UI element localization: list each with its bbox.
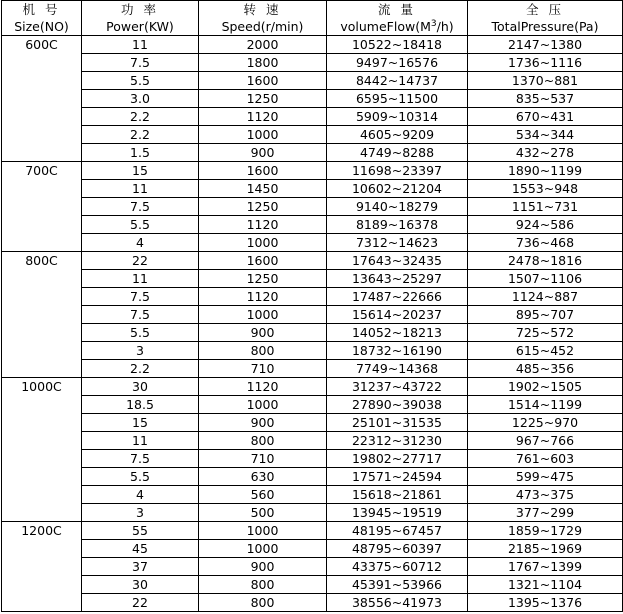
flow-cell: 13945~19519: [327, 504, 468, 522]
pressure-cell: 534~344: [468, 126, 623, 144]
flow-cell: 15618~21861: [327, 486, 468, 504]
speed-cell: 1450: [199, 180, 327, 198]
speed-cell: 900: [199, 414, 327, 432]
table-row: [2, 468, 623, 486]
table-row: [2, 144, 623, 162]
power-cell: 5.5: [82, 468, 199, 486]
header-speed: [199, 1, 327, 36]
flow-cell: 22312~31230: [327, 432, 468, 450]
speed-cell: 900: [199, 144, 327, 162]
pressure-cell: 1507~1106: [468, 270, 623, 288]
table-row: [2, 504, 623, 522]
power-cell: 7.5: [82, 306, 199, 324]
power-cell: 30: [82, 576, 199, 594]
size-cell: 1200C: [2, 522, 82, 612]
pressure-cell: 485~356: [468, 360, 623, 378]
speed-cell: 1000: [199, 306, 327, 324]
table-row: [2, 378, 623, 396]
pressure-cell: 924~586: [468, 216, 623, 234]
flow-cell: 45391~53966: [327, 576, 468, 594]
pressure-cell: 1736~1116: [468, 54, 623, 72]
pressure-cell: 725~572: [468, 324, 623, 342]
pressure-cell: 967~766: [468, 432, 623, 450]
power-cell: 2.2: [82, 108, 199, 126]
pressure-cell: 1124~887: [468, 288, 623, 306]
size-cell: 800C: [2, 252, 82, 378]
flow-cell: 25101~31535: [327, 414, 468, 432]
power-cell: 55: [82, 522, 199, 540]
header-pressure-cn: 全 压: [526, 2, 564, 17]
power-cell: 5.5: [82, 216, 199, 234]
table-row: [2, 522, 623, 540]
speed-cell: 800: [199, 432, 327, 450]
fan-spec-table: [1, 0, 623, 612]
power-cell: 3.0: [82, 90, 199, 108]
header-power: [82, 1, 199, 36]
pressure-cell: 835~537: [468, 90, 623, 108]
power-cell: 22: [82, 252, 199, 270]
flow-cell: 14052~18213: [327, 324, 468, 342]
header-flow-en-pre: volumeFlow(M: [340, 19, 431, 34]
flow-cell: 5909~10314: [327, 108, 468, 126]
speed-cell: 1000: [199, 126, 327, 144]
flow-cell: 31237~43722: [327, 378, 468, 396]
table-row: [2, 162, 623, 180]
table-row: [2, 540, 623, 558]
flow-cell: 8442~14737: [327, 72, 468, 90]
table-row: [2, 288, 623, 306]
flow-cell: 18732~16190: [327, 342, 468, 360]
power-cell: 15: [82, 162, 199, 180]
speed-cell: 900: [199, 558, 327, 576]
pressure-cell: 377~299: [468, 504, 623, 522]
header-flow-cn: 流 量: [378, 2, 416, 17]
flow-cell: 48195~67457: [327, 522, 468, 540]
power-cell: 45: [82, 540, 199, 558]
power-cell: 7.5: [82, 288, 199, 306]
pressure-cell: 1514~1199: [468, 396, 623, 414]
pressure-cell: 2147~1380: [468, 36, 623, 54]
pressure-cell: 615~452: [468, 342, 623, 360]
flow-cell: 11698~23397: [327, 162, 468, 180]
power-cell: 7.5: [82, 198, 199, 216]
table-row: [2, 198, 623, 216]
speed-cell: 800: [199, 342, 327, 360]
power-cell: 2.2: [82, 360, 199, 378]
flow-cell: 13643~25297: [327, 270, 468, 288]
speed-cell: 800: [199, 594, 327, 612]
flow-cell: 6595~11500: [327, 90, 468, 108]
pressure-cell: 1151~731: [468, 198, 623, 216]
table-row: [2, 342, 623, 360]
pressure-cell: 761~603: [468, 450, 623, 468]
pressure-cell: 1767~1399: [468, 558, 623, 576]
pressure-cell: 1370~881: [468, 72, 623, 90]
pressure-cell: 670~431: [468, 108, 623, 126]
flow-cell: 27890~39038: [327, 396, 468, 414]
table-row: [2, 126, 623, 144]
table-row: [2, 216, 623, 234]
speed-cell: 500: [199, 504, 327, 522]
power-cell: 1.5: [82, 144, 199, 162]
table-row: [2, 270, 623, 288]
flow-cell: 48795~60397: [327, 540, 468, 558]
speed-cell: 1250: [199, 90, 327, 108]
pressure-cell: 432~278: [468, 144, 623, 162]
speed-cell: 1000: [199, 522, 327, 540]
power-cell: 4: [82, 486, 199, 504]
table-row: [2, 432, 623, 450]
pressure-cell: 2478~1816: [468, 252, 623, 270]
pressure-cell: 1859~1729: [468, 522, 623, 540]
table-body: [2, 36, 623, 612]
header-speed-en: Speed(r/min): [221, 19, 304, 34]
power-cell: 3: [82, 342, 199, 360]
header-flow: [327, 1, 468, 36]
table-row: [2, 396, 623, 414]
speed-cell: 1250: [199, 198, 327, 216]
power-cell: 15: [82, 414, 199, 432]
speed-cell: 2000: [199, 36, 327, 54]
flow-cell: 17487~22666: [327, 288, 468, 306]
power-cell: 30: [82, 378, 199, 396]
table-row: [2, 90, 623, 108]
header-size: [2, 1, 82, 36]
flow-cell: 17643~32435: [327, 252, 468, 270]
header-flow-sup: 3: [430, 18, 437, 29]
flow-cell: 9140~18279: [327, 198, 468, 216]
pressure-cell: 473~375: [468, 486, 623, 504]
speed-cell: 1120: [199, 378, 327, 396]
flow-cell: 17571~24594: [327, 468, 468, 486]
header-flow-en-post: /h): [436, 19, 454, 34]
table-row: [2, 594, 623, 612]
power-cell: 3: [82, 504, 199, 522]
power-cell: 11: [82, 180, 199, 198]
speed-cell: 1600: [199, 252, 327, 270]
pressure-cell: 1902~1505: [468, 378, 623, 396]
speed-cell: 1600: [199, 72, 327, 90]
flow-cell: 43375~60712: [327, 558, 468, 576]
header-flow-en: [327, 18, 467, 35]
power-cell: 37: [82, 558, 199, 576]
power-cell: 7.5: [82, 450, 199, 468]
table-row: [2, 576, 623, 594]
speed-cell: 1120: [199, 108, 327, 126]
speed-cell: 1250: [199, 270, 327, 288]
header-power-en: Power(KW): [106, 19, 174, 34]
speed-cell: 1800: [199, 54, 327, 72]
flow-cell: 10522~18418: [327, 36, 468, 54]
pressure-cell: 736~468: [468, 234, 623, 252]
flow-cell: 10602~21204: [327, 180, 468, 198]
header-size-en: Size(NO): [14, 19, 69, 34]
header-pressure-en: TotalPressure(Pa): [491, 19, 599, 34]
speed-cell: 1600: [199, 162, 327, 180]
table-row: [2, 180, 623, 198]
header-speed-cn: 转 速: [243, 2, 282, 17]
header-row: [2, 1, 623, 36]
pressure-cell: 1225~970: [468, 414, 623, 432]
power-cell: 2.2: [82, 126, 199, 144]
flow-cell: 15614~20237: [327, 306, 468, 324]
speed-cell: 710: [199, 450, 327, 468]
power-cell: 5.5: [82, 72, 199, 90]
table-row: [2, 54, 623, 72]
flow-cell: 9497~16576: [327, 54, 468, 72]
flow-cell: 4605~9209: [327, 126, 468, 144]
speed-cell: 1000: [199, 234, 327, 252]
flow-cell: 4749~8288: [327, 144, 468, 162]
power-cell: 4: [82, 234, 199, 252]
flow-cell: 7749~14368: [327, 360, 468, 378]
speed-cell: 630: [199, 468, 327, 486]
speed-cell: 1120: [199, 288, 327, 306]
table-row: [2, 306, 623, 324]
pressure-cell: 599~475: [468, 468, 623, 486]
table-row: [2, 558, 623, 576]
flow-cell: 7312~14623: [327, 234, 468, 252]
power-cell: 22: [82, 594, 199, 612]
header-pressure: [468, 1, 623, 36]
speed-cell: 1000: [199, 396, 327, 414]
size-cell: 1000C: [2, 378, 82, 522]
power-cell: 5.5: [82, 324, 199, 342]
pressure-cell: 1553~948: [468, 180, 623, 198]
power-cell: 7.5: [82, 54, 199, 72]
power-cell: 11: [82, 432, 199, 450]
pressure-cell: 1890~1199: [468, 162, 623, 180]
power-cell: 11: [82, 36, 199, 54]
table-row: [2, 450, 623, 468]
table-row: [2, 234, 623, 252]
pressure-cell: 895~707: [468, 306, 623, 324]
table-row: [2, 72, 623, 90]
table-header: [2, 1, 623, 36]
speed-cell: 800: [199, 576, 327, 594]
table-row: [2, 36, 623, 54]
speed-cell: 1120: [199, 216, 327, 234]
table-row: [2, 486, 623, 504]
speed-cell: 710: [199, 360, 327, 378]
table-row: [2, 324, 623, 342]
header-power-cn: 功 率: [121, 2, 159, 17]
size-cell: 600C: [2, 36, 82, 162]
speed-cell: 1000: [199, 540, 327, 558]
speed-cell: 560: [199, 486, 327, 504]
table-row: [2, 360, 623, 378]
speed-cell: 900: [199, 324, 327, 342]
pressure-cell: 1395~1376: [468, 594, 623, 612]
pressure-cell: 2185~1969: [468, 540, 623, 558]
flow-cell: 19802~27717: [327, 450, 468, 468]
power-cell: 18.5: [82, 396, 199, 414]
header-size-cn: 机 号: [22, 2, 61, 17]
power-cell: 11: [82, 270, 199, 288]
size-cell: 700C: [2, 162, 82, 252]
table-row: [2, 414, 623, 432]
table-row: [2, 252, 623, 270]
flow-cell: 38556~41973: [327, 594, 468, 612]
pressure-cell: 1321~1104: [468, 576, 623, 594]
table-row: [2, 108, 623, 126]
flow-cell: 8189~16378: [327, 216, 468, 234]
